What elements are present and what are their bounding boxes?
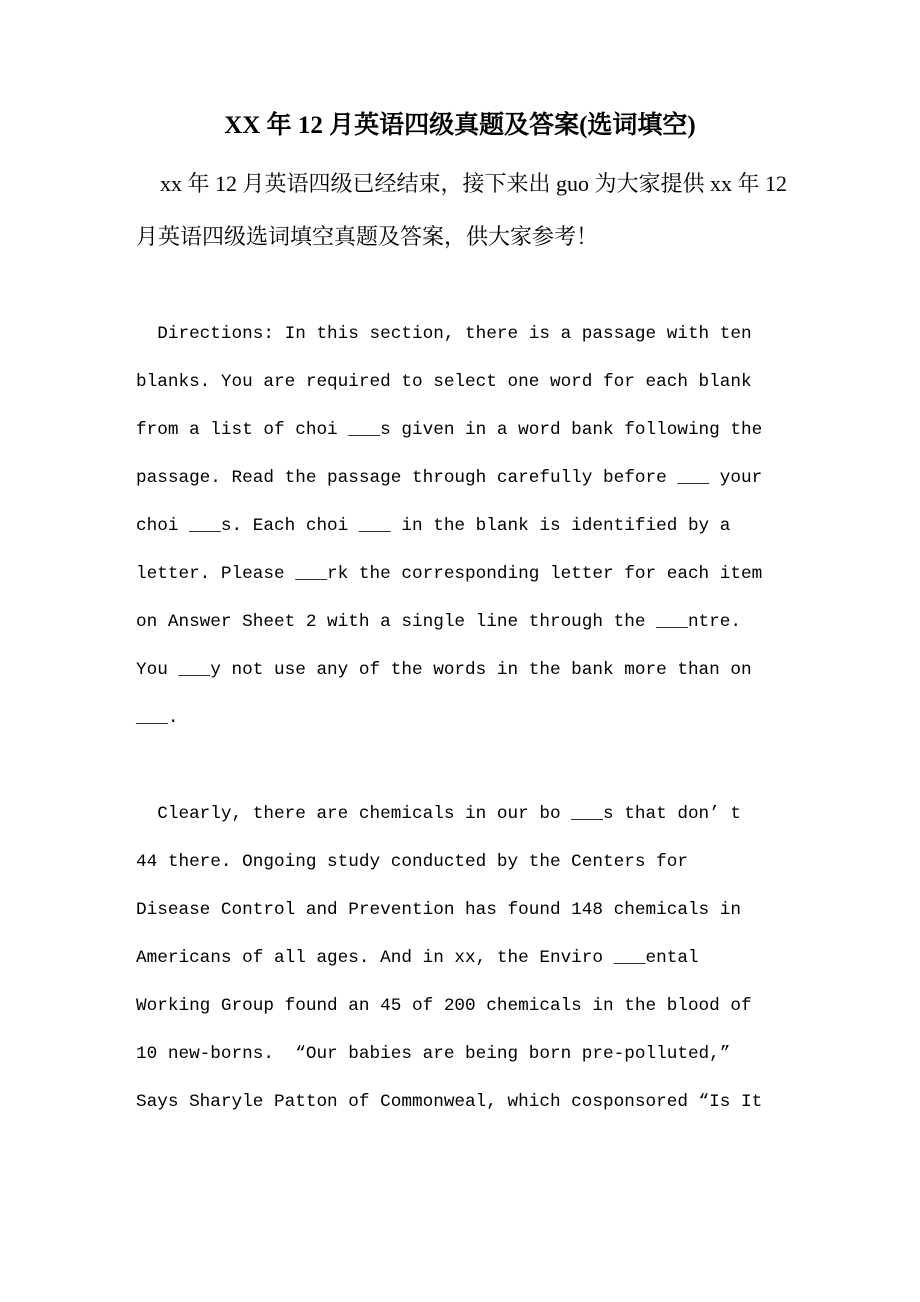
directions-line: blanks. You are required to select one word for each blank	[136, 372, 752, 392]
directions-line: letter. Please ___rk the corresponding letter for each item	[136, 564, 763, 584]
passage-line: Americans of all ages. And in xx, the Enviro ___ental	[136, 948, 699, 968]
directions-paragraph	[136, 310, 784, 742]
intro-line: 月英语四级选词填空真题及答案，供大家参考！	[136, 224, 599, 249]
intro-line: xx 年 12 月英语四级已经结束，接下来出 guo 为大家提供 xx 年 12	[160, 171, 788, 196]
directions-line: on Answer Sheet 2 with a single line through the ___ntre.	[136, 612, 742, 632]
passage-line: Working Group found an 45 of 200 chemicals in the blood of	[136, 996, 752, 1016]
passage-line: Clearly, there are chemicals in our bo ___s that don’ t	[136, 804, 742, 824]
passage-line: 10 new-borns. “Our babies are being born pre-polluted,”	[136, 1044, 731, 1064]
directions-line: Directions: In this section, there is a passage with ten	[136, 324, 752, 344]
passage-line: 44 there. Ongoing study conducted by the Centers for	[136, 852, 688, 872]
document-title: XX 年 12 月英语四级真题及答案(选词填空)	[224, 112, 696, 139]
passage-line: Disease Control and Prevention has found 148 chemicals in	[136, 900, 742, 920]
directions-line: ___.	[136, 708, 179, 728]
passage-paragraph	[136, 790, 784, 1126]
directions-line: passage. Read the passage through carefully before ___ your	[136, 468, 763, 488]
directions-line: You ___y not use any of the words in the bank more than on	[136, 660, 752, 680]
passage-line: Says Sharyle Patton of Commonweal, which cosponsored “Is It	[136, 1092, 763, 1112]
directions-line: choi ___s. Each choi ___ in the blank is identified by a	[136, 516, 731, 536]
intro-paragraph	[136, 157, 788, 263]
directions-line: from a list of choi ___s given in a word bank following the	[136, 420, 763, 440]
